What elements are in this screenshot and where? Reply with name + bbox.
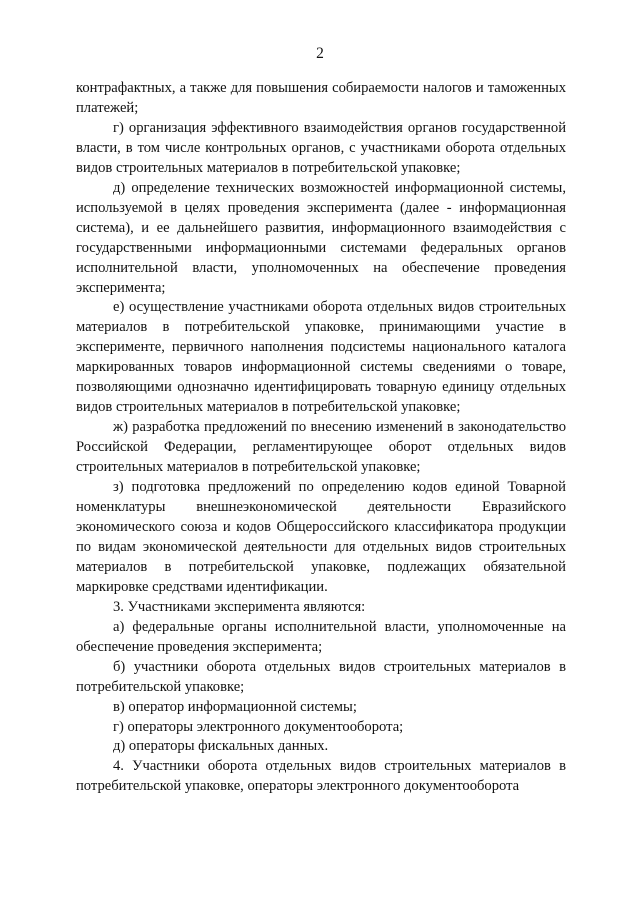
paragraph-item-zh: ж) разработка предложений по внесению изменений в законодательство Российской Федерации, регламентирующее оборот отдельных видов строительных материалов в потребительской упаковке; xyxy=(76,419,566,476)
paragraph-section-4: 4. Участники оборота отдельных видов строительных материалов в потребительской упаковке, операторы электронного документооборота xyxy=(76,758,566,795)
paragraph-item-g: г) организация эффективного взаимодействия органов государственной власти, в том числе контрольных органов, с участниками оборота отдельных видов строительных материалов в потребительской упаковке; xyxy=(76,119,566,176)
paragraph-continuation: контрафактных, а также для повышения собираемости налогов и таможенных платежей; xyxy=(76,80,566,116)
paragraph-participant-d: д) операторы фискальных данных. xyxy=(113,738,329,755)
paragraph-participant-a: а) федеральные органы исполнительной власти, уполномоченные на обеспечение проведения эксперимента; xyxy=(76,618,566,655)
paragraph-section-3: 3. Участниками эксперимента являются: xyxy=(113,598,366,615)
document-body xyxy=(76,79,566,797)
paragraph-participant-g: г) операторы электронного документооборота; xyxy=(113,718,404,735)
page-number: 2 xyxy=(316,45,324,62)
paragraph-item-z: з) подготовка предложений по определению кодов единой Товарной номенклатуры внешнеэкономической деятельности Евразийского экономического союза и кодов Общероссийского классификатора продукции по видам экономической деятельности для отдельных видов строительных материалов в потребительской упаковке, подлежащих обязательной маркировке средствами идентификации. xyxy=(76,479,566,595)
paragraph-participant-v: в) оператор информационной системы; xyxy=(113,698,357,715)
paragraph-item-e: е) осуществление участниками оборота отдельных видов строительных материалов в потребительской упаковке, принимающими участие в эксперименте, первичного наполнения подсистемы национального каталога маркированных товаров информационной системы сведениями о товаре, позволяющими однозначно идентифицировать товарную единицу отдельных видов строительных материалов в потребительской упаковке; xyxy=(76,299,566,416)
paragraph-participant-b: б) участники оборота отдельных видов строительных материалов в потребительской упаковке; xyxy=(76,658,566,695)
paragraph-item-d: д) определение технических возможностей информационной системы, используемой в целях проведения эксперимента (далее - информационная система), и ее дальнейшего развития, информационного взаимодействия с государственными информационными системами федеральных органов исполнительной власти, уполномоченных на обеспечение проведения эксперимента; xyxy=(76,179,566,296)
